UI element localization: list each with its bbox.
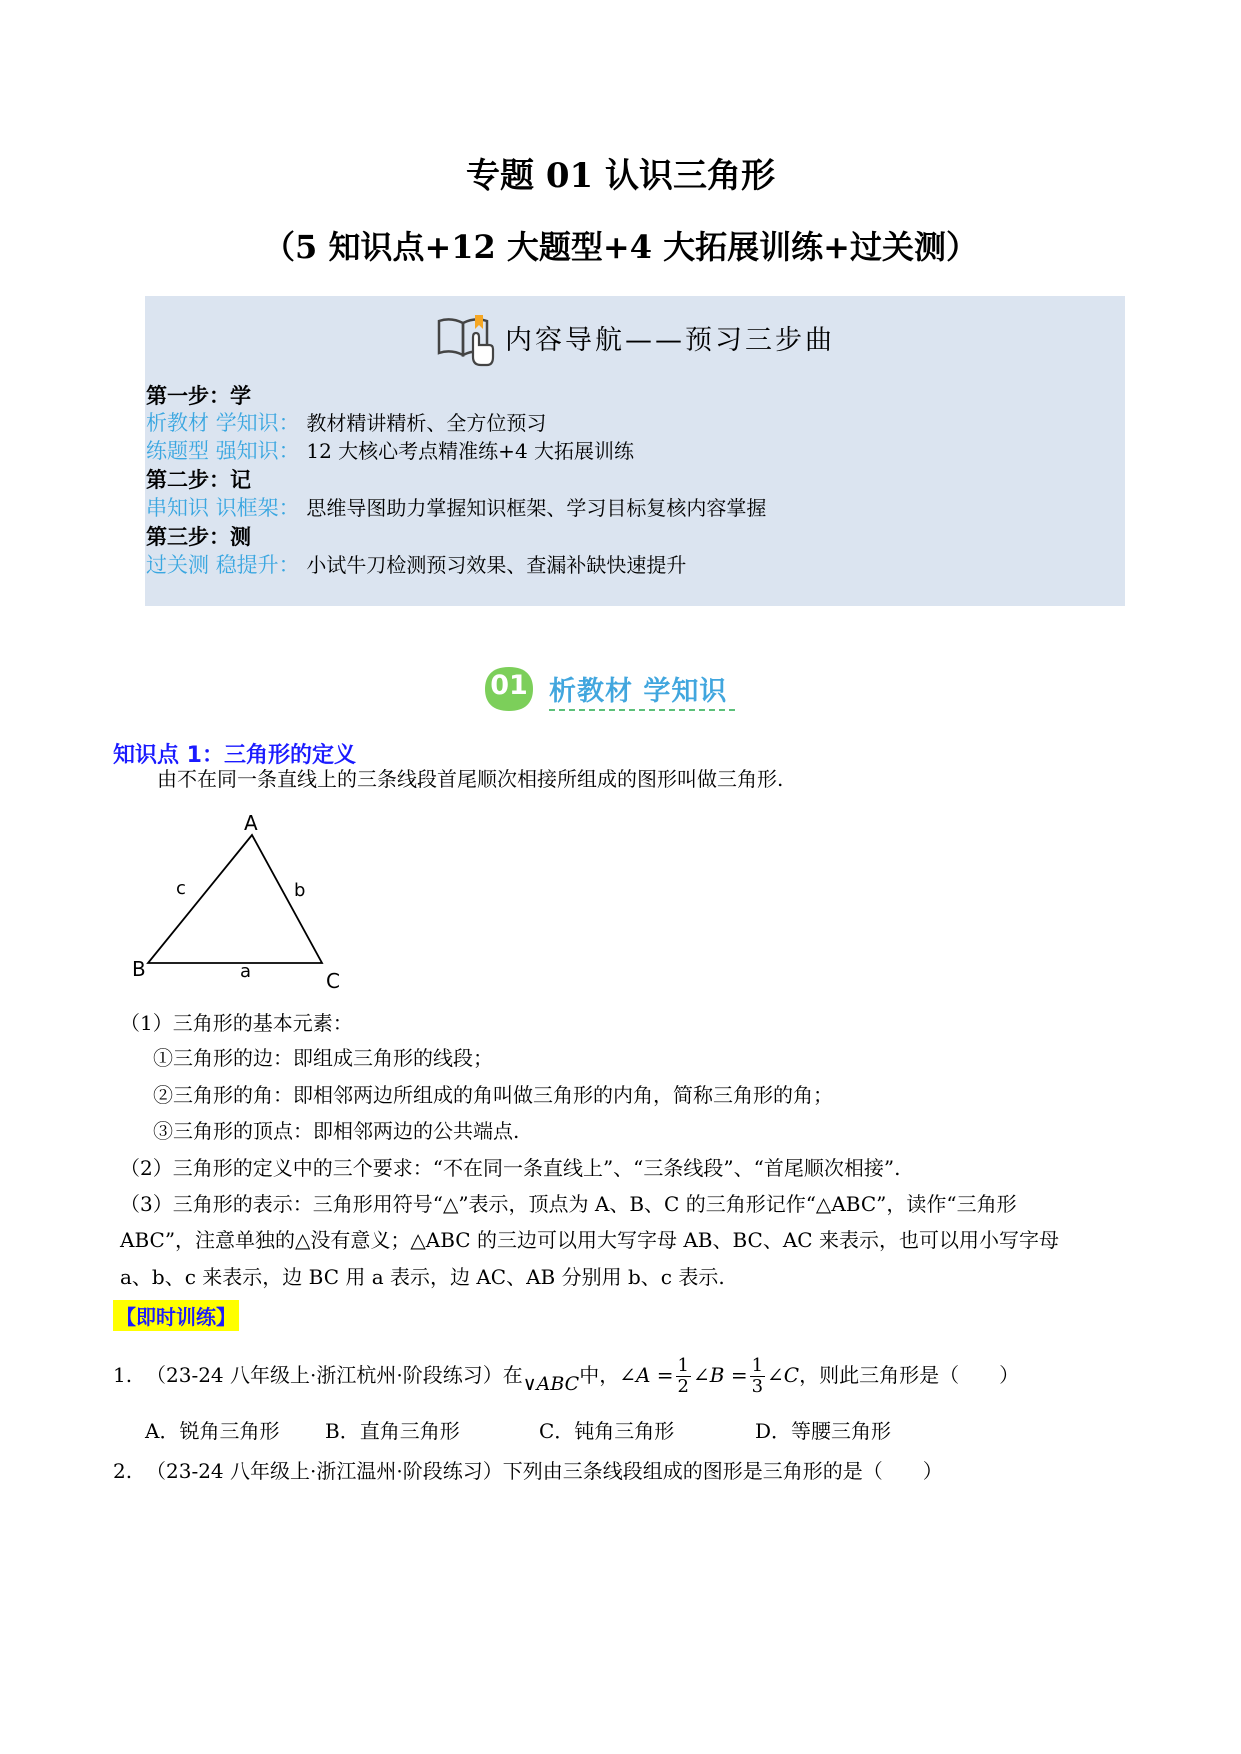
question-1-number: 1. bbox=[113, 1363, 133, 1387]
step-3-item-1: 过关测 稳提升： 小试牛刀检测预习效果、查漏补缺快速提升 bbox=[146, 553, 687, 577]
definition-requirements: （2）三角形的定义中的三个要求：“不在同一条直线上”、“三条线段”、“首尾顺次相接”. bbox=[120, 1156, 901, 1180]
question-2-number: 2. bbox=[113, 1459, 133, 1483]
step-1-item-2: 练题型 强知识： 12 大核心考点精准练+4 大拓展训练 bbox=[146, 439, 635, 463]
question-1-prefix: （23-24 八年级上·浙江杭州·阶段练习）在 bbox=[146, 1363, 523, 1387]
question-1 bbox=[113, 1356, 1019, 1396]
section-01-header bbox=[483, 665, 763, 715]
choice-b[interactable]: B．直角三角形 bbox=[325, 1419, 460, 1443]
notation-line-2: ABC”，注意单独的△没有意义；△ABC 的三边可以用大写字母 AB、BC、AC 来表示，也可以用小写字母 bbox=[120, 1228, 1059, 1252]
question-2-text: （23-24 八年级上·浙江温州·阶段练习）下列由三条线段组成的图形是三角形的是（ ） bbox=[146, 1459, 943, 1483]
section-title: 析教材 学知识 bbox=[549, 676, 728, 707]
question-1-suffix: ，则此三角形是（ ） bbox=[799, 1363, 1020, 1387]
question-1-triangle: ∨ABC bbox=[522, 1373, 580, 1395]
vertex-c-label: C bbox=[326, 969, 340, 993]
notation-line-3: a、b、c 来表示，边 BC 用 a 表示，边 AC、AB 分别用 b、c 表示. bbox=[120, 1265, 725, 1289]
step-1-item-1: 析教材 学知识： 教材精讲精析、全方位预习 bbox=[146, 411, 547, 435]
choice-c[interactable]: C．钝角三角形 bbox=[539, 1419, 675, 1443]
angle-b-expr: ∠B = bbox=[693, 1363, 748, 1387]
book-pointer-icon bbox=[435, 307, 499, 367]
triangle-abc-figure bbox=[130, 805, 350, 1005]
section-underline bbox=[549, 709, 735, 711]
question-1-choices bbox=[145, 1418, 891, 1444]
knowledge-point-1-title: 知识点 1：三角形的定义 bbox=[113, 743, 356, 768]
side-b-label: b bbox=[294, 880, 306, 901]
question-2 bbox=[113, 1458, 943, 1484]
fraction-one-half: $\frac{1}{2}$ bbox=[677, 1355, 689, 1397]
notation-line-1: （3）三角形的表示：三角形用符号“△”表示，顶点为 A、B、C 的三角形记作“△ABC”，读作“三角形 bbox=[120, 1192, 1017, 1216]
angle-a-expr: ∠A = bbox=[619, 1363, 674, 1387]
navigation-header bbox=[145, 312, 1125, 362]
element-vertex: ③三角形的顶点：即相邻两边的公共端点. bbox=[153, 1119, 520, 1143]
vertex-a-label: A bbox=[244, 811, 258, 835]
step-3-heading: 第三步：测 bbox=[146, 525, 251, 549]
document-subtitle: （5 知识点+12 大题型+4 大拓展训练+过关测） bbox=[263, 228, 978, 266]
element-heading: （1）三角形的基本元素： bbox=[120, 1011, 353, 1035]
navigation-title: 内容导航——预习三步曲 bbox=[505, 324, 835, 356]
vertex-b-label: B bbox=[132, 957, 146, 981]
section-number: 01 bbox=[490, 670, 528, 701]
content-navigation-box bbox=[145, 296, 1125, 606]
choice-d[interactable]: D．等腰三角形 bbox=[755, 1419, 892, 1443]
choice-a[interactable]: A．锐角三角形 bbox=[145, 1419, 280, 1443]
side-c-label: c bbox=[176, 878, 186, 899]
angle-c-expr: ∠C bbox=[767, 1363, 800, 1387]
step-1-heading: 第一步：学 bbox=[146, 384, 251, 408]
side-a-label: a bbox=[240, 961, 252, 982]
triangle-definition: 由不在同一条直线上的三条线段首尾顺次相接所组成的图形叫做三角形. bbox=[157, 767, 784, 791]
fraction-one-third: $\frac{1}{3}$ bbox=[751, 1355, 764, 1397]
step-2-item-1: 串知识 识框架： 思维导图助力掌握知识框架、学习目标复核内容掌握 bbox=[146, 496, 767, 520]
document-title: 专题 01 认识三角形 bbox=[466, 156, 775, 196]
element-side: ①三角形的边：即组成三角形的线段； bbox=[153, 1046, 493, 1070]
step-2-heading: 第二步：记 bbox=[146, 468, 251, 492]
question-1-mid: 中， bbox=[579, 1363, 620, 1387]
element-angle: ②三角形的角：即相邻两边所组成的角叫做三角形的内角，简称三角形的角； bbox=[153, 1083, 833, 1107]
instant-training-label: 【即时训练】 bbox=[113, 1300, 239, 1331]
